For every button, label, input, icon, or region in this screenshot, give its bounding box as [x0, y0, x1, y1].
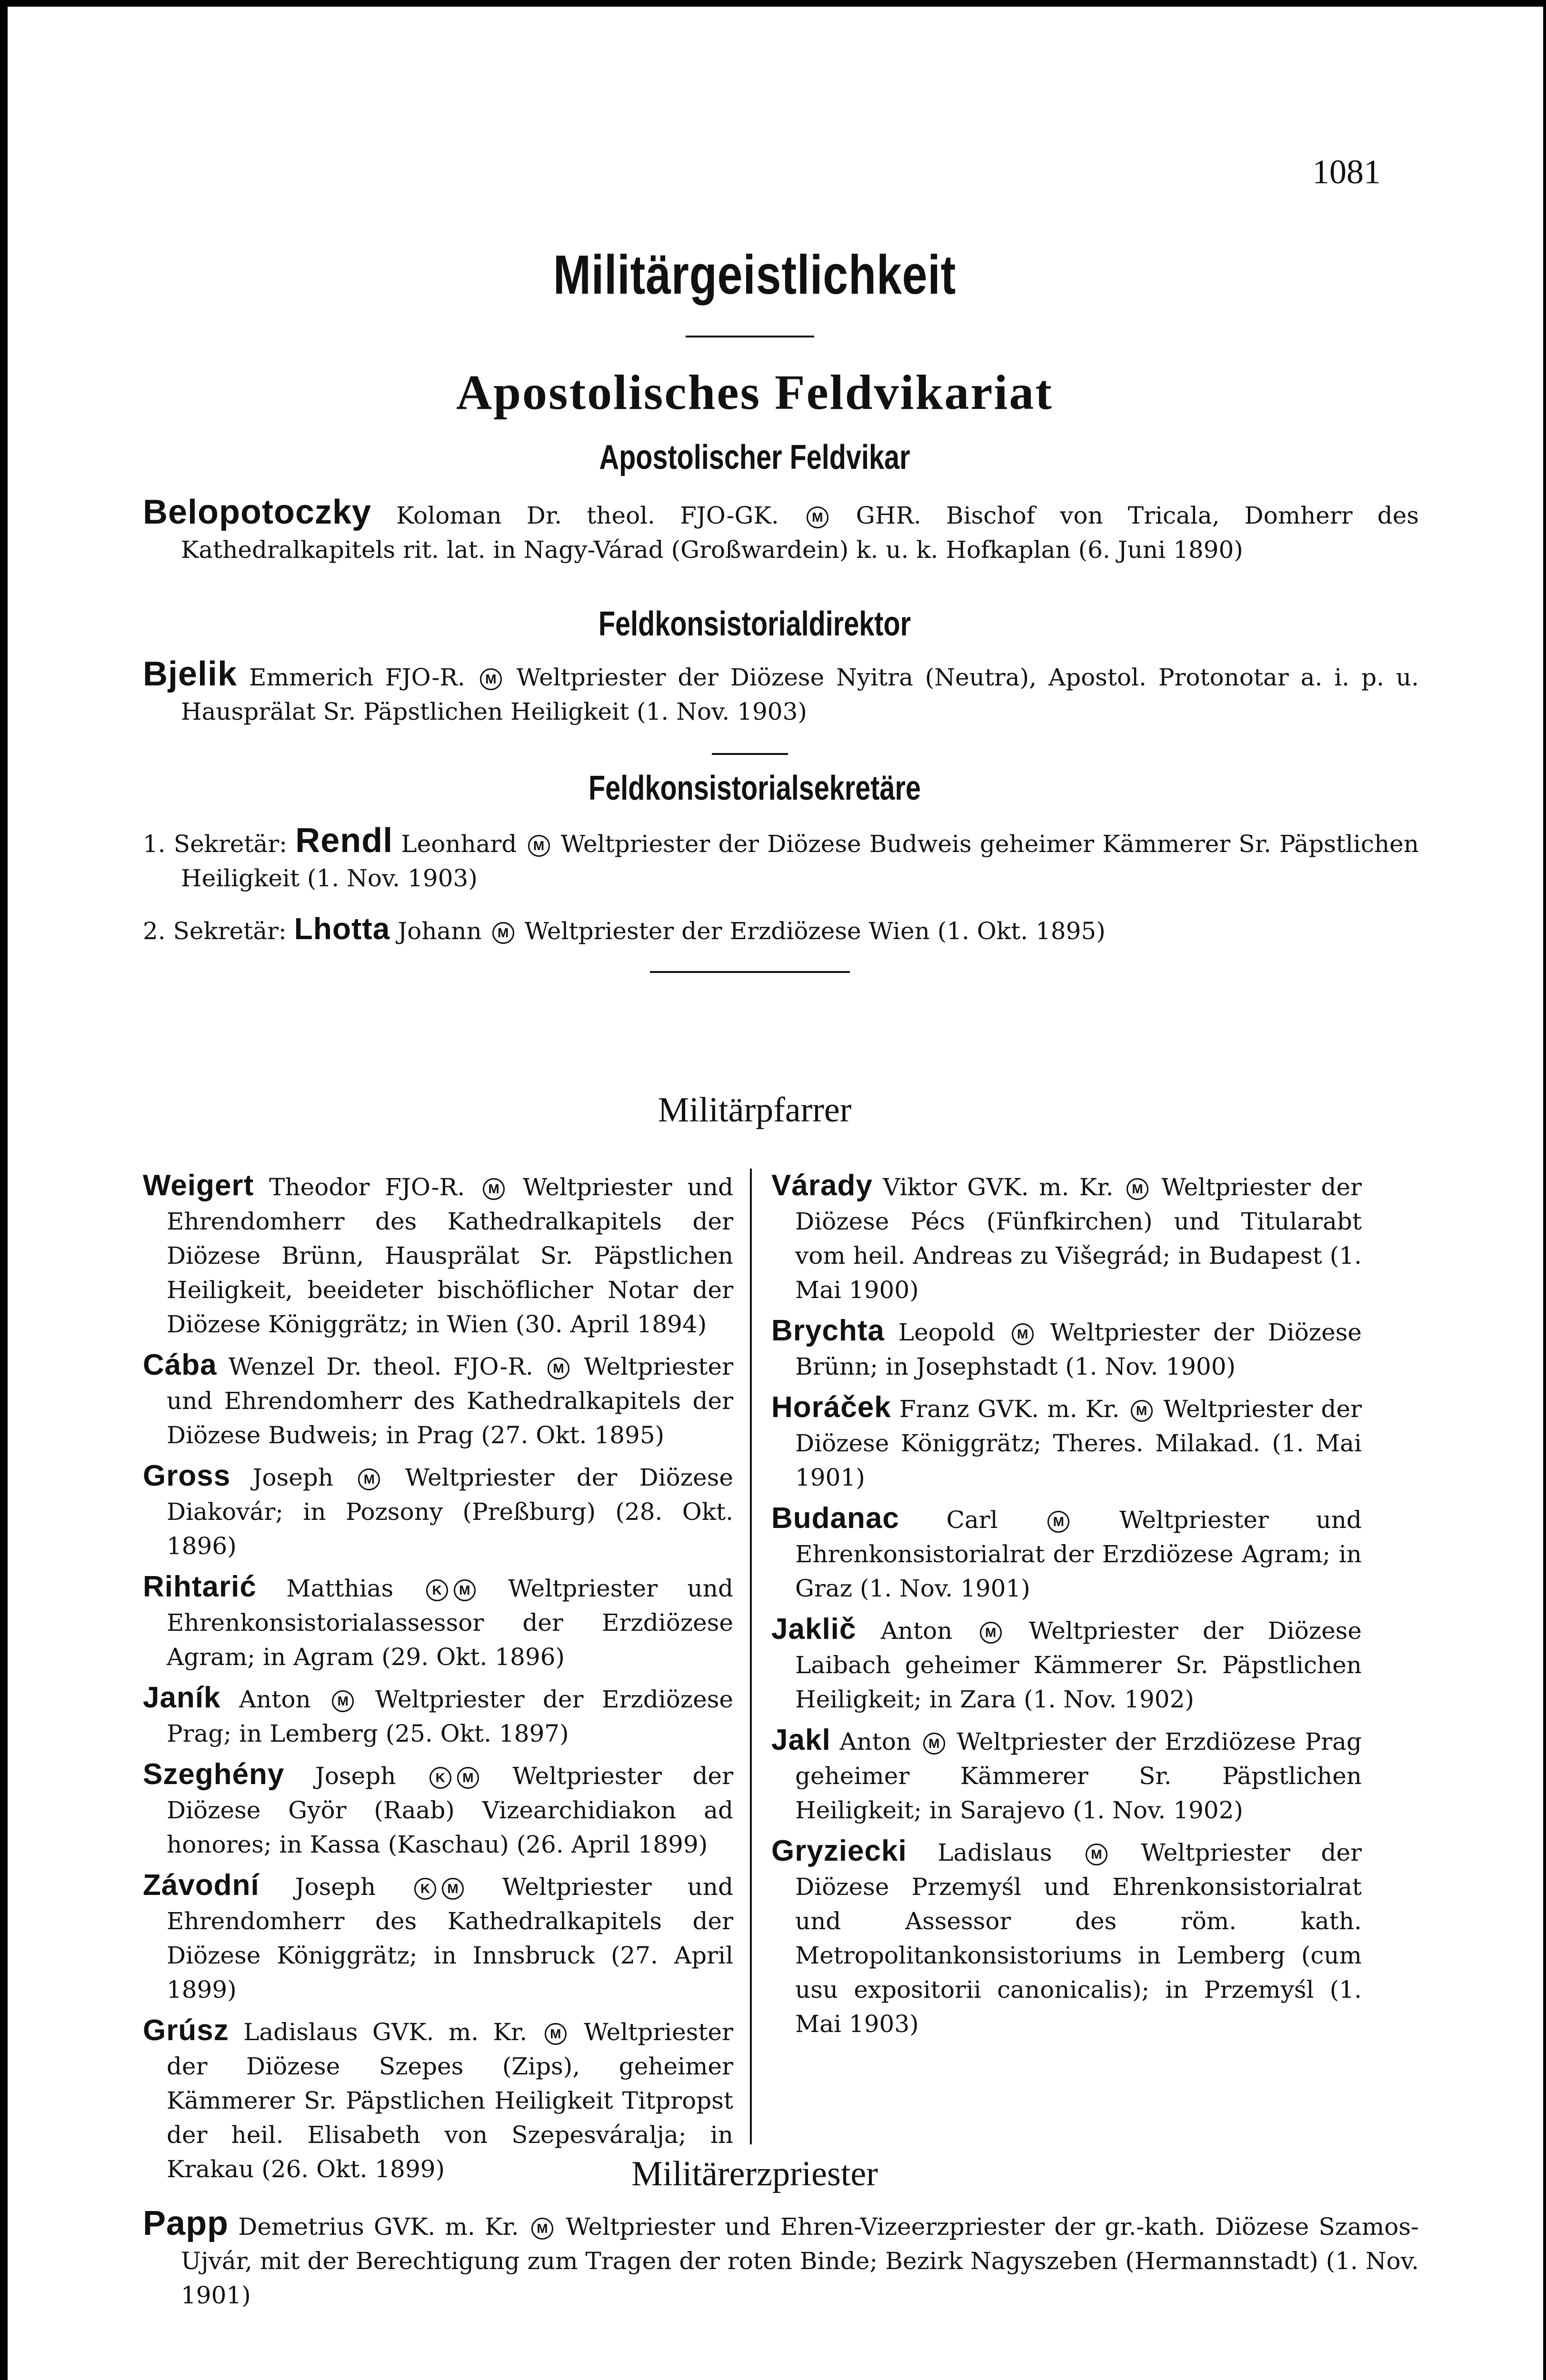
- entry-text: Weltpriester der Erzdiözese Prag geheimer Kämmerer Sr. Päpstlichen Heiligkeit; in Sarajevo (1. Nov. 1902): [795, 1728, 1362, 1824]
- entry-text: Weltpriester der Diözese Budweis geheimer Kämmerer Sr. Päpstlichen Heiligkeit (1. Nov. 1903): [181, 830, 1419, 892]
- military-mark-icon: M: [1047, 1511, 1069, 1533]
- entry-name: Horáček: [771, 1391, 891, 1424]
- section-divider: [712, 753, 788, 755]
- entry-pre: Viktor GVK. m. Kr.: [883, 1173, 1114, 1201]
- entry-name: Szeghény: [143, 1758, 285, 1791]
- entry-label: 2. Sekretär:: [143, 917, 287, 945]
- entry-text: Weltpriester der Diözese Laibach geheimer Kämmerer Sr. Päpstlichen Heiligkeit; in Zara (1. Nov. 1902): [795, 1617, 1362, 1713]
- page-number: 1081: [1312, 153, 1381, 191]
- entry-name: Cába: [143, 1349, 217, 1381]
- entry-name: Rendl: [295, 822, 393, 860]
- entry-name: Budanac: [771, 1502, 899, 1535]
- entry-pre: Anton: [839, 1728, 912, 1755]
- military-mark-icon: M: [923, 1733, 945, 1755]
- entry-text: GHR. Bischof von Tricala, Domherr des Kathedralkapitels rit. lat. in Nagy-Várad (Großwardein) k. u. k. Hofkaplan (6. Juni 1890): [181, 502, 1419, 564]
- k-mark-icon: K: [429, 1767, 451, 1789]
- pfarrer-entry: [771, 1612, 1362, 1716]
- entry-pre: Ladislaus: [938, 1839, 1052, 1866]
- pfarrer-entry: [143, 1348, 733, 1452]
- section-heading-direktor: Feldkonsistorialdirektor: [598, 605, 911, 643]
- entry-pre: Anton: [239, 1686, 311, 1713]
- entry-sekretaer-1: [143, 823, 1419, 895]
- title-divider: [686, 336, 814, 337]
- military-mark-icon: M: [457, 1767, 479, 1789]
- entry-pre: Anton: [880, 1617, 953, 1645]
- military-mark-icon: M: [492, 922, 514, 944]
- entry-pre: Ladislaus GVK. m. Kr.: [243, 2018, 528, 2046]
- entry-text: Weltpriester der Diözese Diakovár; in Pozsony (Preßburg) (28. Okt. 1896): [167, 1464, 733, 1560]
- pfarrer-entry: [143, 1459, 733, 1563]
- military-mark-icon: M: [1127, 1178, 1148, 1200]
- entry-pre: Demetrius GVK. m. Kr.: [238, 2213, 519, 2241]
- entry-pre: Joseph: [315, 1762, 396, 1790]
- pfarrer-entry: [771, 1314, 1362, 1384]
- entry-pre: Leopold: [898, 1319, 995, 1346]
- section-divider: [650, 971, 850, 973]
- entry-name: Gross: [143, 1459, 231, 1492]
- entry-pre: Matthias: [286, 1575, 394, 1602]
- entry-text: Weltpriester und Ehrendomherr des Kathedralkapitels der Diözese Brünn, Hausprälat Sr. Päpstlichen Heiligkeit, beeideter bischöflicher Notar der Diözese Königgrätz; in Wien (30. April 1894): [167, 1173, 733, 1338]
- entry-text: Weltpriester der Diözese Przemyśl und Ehrenkonsistorialrat und Assessor des röm. kath. Metropolitankonsistoriums in Lemberg (cum usu expositorii canonicalis); in Przemyśl (1. Mai 1903): [795, 1839, 1362, 2038]
- entry-pre: Koloman Dr. theol. FJO-GK.: [396, 502, 779, 529]
- section-heading-sekretaere: Feldkonsistorialsekretäre: [588, 769, 921, 807]
- entry-name: Janík: [143, 1681, 221, 1714]
- military-mark-icon: M: [980, 1622, 1002, 1644]
- entry-text: Weltpriester der Diözese Szepes (Zips), geheimer Kämmerer Sr. Päpstlichen Heiligkeit Titpropst der heil. Elisabeth von Szepesváralja; in Krakau (26. Okt. 1899): [167, 2018, 733, 2183]
- entry-pre: Leonhard: [401, 830, 517, 858]
- entry-pre: Johann: [398, 917, 482, 945]
- entry-pre: Joseph: [252, 1464, 334, 1491]
- pfarrer-entry: [143, 1169, 733, 1341]
- pfarrer-column-left: [143, 1169, 733, 2193]
- document-page: [129, 124, 1419, 2361]
- entry-pre: Wenzel Dr. theol. FJO-R.: [228, 1353, 533, 1380]
- section-heading-erzpriester: Militärerzpriester: [631, 2154, 878, 2193]
- pfarrer-entry: [771, 1390, 1362, 1495]
- entry-sekretaer-2: [143, 912, 1381, 948]
- pfarrer-entry: [771, 1169, 1362, 1307]
- pfarrer-entry: [143, 1757, 733, 1862]
- entry-name: Rihtarić: [143, 1570, 257, 1603]
- entry-text: Weltpriester der Diözese Györ (Raab) Vizearchidiakon ad honores; in Kassa (Kaschau) (26. April 1899): [167, 1762, 733, 1858]
- entry-pre: Joseph: [295, 1873, 376, 1901]
- entry-text: Weltpriester der Diözese Königgrätz; Theres. Milakad. (1. Mai 1901): [795, 1395, 1362, 1491]
- entry-name: Bjelik: [143, 655, 238, 693]
- entry-pre: Theodor FJO-R.: [269, 1173, 465, 1201]
- page-title: Militärgeistlichkeit: [553, 244, 957, 306]
- entry-text: Weltpriester der Erzdiözese Wien (1. Okt. 1895): [524, 917, 1106, 945]
- scan-border-top: [0, 0, 1546, 7]
- entry-name: Papp: [143, 2204, 229, 2242]
- pfarrer-entry: [143, 1681, 733, 1751]
- page-subtitle: Apostolisches Feldvikariat: [456, 365, 1053, 420]
- entry-text: Weltpriester der Diözese Brünn; in Josephstadt (1. Nov. 1900): [795, 1319, 1362, 1380]
- entry-name: Belopotoczky: [143, 493, 372, 531]
- entry-pre: Emmerich FJO-R.: [249, 664, 465, 691]
- entry-name: Várady: [771, 1169, 873, 1202]
- pfarrer-entry: [143, 1868, 733, 2007]
- entry-text: Weltpriester der Diözese Pécs (Fünfkirchen) und Titularabt vom heil. Andreas zu Višegrád; in Budapest (1. Mai 1900): [795, 1173, 1362, 1304]
- military-mark-icon: M: [480, 668, 502, 690]
- military-mark-icon: M: [545, 2023, 567, 2045]
- entry-text: Weltpriester und Ehrendomherr des Kathedralkapitels der Diözese Budweis; in Prag (27. Okt. 1895): [167, 1353, 733, 1449]
- section-heading-vikar: Apostolischer Feldvikar: [599, 438, 910, 476]
- k-mark-icon: K: [414, 1878, 436, 1900]
- entry-name: Závodní: [143, 1869, 259, 1902]
- military-mark-icon: M: [454, 1579, 476, 1601]
- military-mark-icon: M: [483, 1178, 505, 1200]
- pfarrer-entry: [771, 1501, 1362, 1606]
- scan-border-right: [1543, 0, 1546, 2380]
- entry-pre: Carl: [946, 1506, 998, 1534]
- pfarrer-column-right: [771, 1169, 1362, 2048]
- entry-direktor: [143, 657, 1419, 729]
- military-mark-icon: M: [442, 1878, 464, 1900]
- military-mark-icon: M: [1012, 1323, 1034, 1345]
- entry-name: Weigert: [143, 1169, 254, 1202]
- military-mark-icon: M: [1086, 1844, 1107, 1865]
- entry-name: Grúsz: [143, 2014, 229, 2047]
- military-mark-icon: M: [807, 506, 828, 528]
- entry-text: Weltpriester und Ehrenkonsistorialrat der Erzdiözese Agram; in Graz (1. Nov. 1901): [795, 1506, 1362, 1602]
- military-mark-icon: M: [332, 1690, 354, 1712]
- entry-pre: Franz GVK. m. Kr.: [899, 1395, 1120, 1423]
- pfarrer-entry: [143, 1570, 733, 1674]
- entry-label: 1. Sekretär:: [143, 830, 288, 858]
- entry-name: Lhotta: [294, 912, 390, 946]
- military-mark-icon: M: [528, 835, 550, 857]
- entry-text: Weltpriester der Diözese Nyitra (Neutra), Apostol. Protonotar a. i. p. u. Hausprälat Sr. Päpstlichen Heiligkeit (1. Nov. 1903): [181, 664, 1419, 725]
- entry-name: Brychta: [771, 1314, 885, 1347]
- scan-border-left: [0, 0, 8, 2380]
- entry-erzpriester: [143, 2206, 1419, 2312]
- entry-text: Weltpriester und Ehrendomherr des Kathedralkapitels der Diözese Königgrätz; in Innsbruck (27. April 1899): [167, 1873, 733, 2003]
- military-mark-icon: M: [1131, 1400, 1153, 1422]
- military-mark-icon: M: [358, 1468, 380, 1490]
- entry-text: Weltpriester der Erzdiözese Prag; in Lemberg (25. Okt. 1897): [167, 1686, 733, 1747]
- entry-vikar: [143, 495, 1419, 567]
- pfarrer-entry: [771, 1834, 1362, 2041]
- pfarrer-entry: [771, 1723, 1362, 1827]
- column-divider: [750, 1169, 752, 2144]
- entry-name: Jaklič: [771, 1613, 857, 1646]
- entry-text: Weltpriester und Ehrenkonsistorialassessor der Erzdiözese Agram; in Agram (29. Okt. 1896): [167, 1575, 733, 1671]
- section-heading-pfarrer: Militärpfarrer: [658, 1091, 852, 1130]
- military-mark-icon: M: [531, 2218, 553, 2240]
- k-mark-icon: K: [426, 1579, 448, 1601]
- military-mark-icon: M: [548, 1358, 569, 1379]
- entry-name: Jakl: [771, 1724, 831, 1756]
- entry-text: Weltpriester und Ehren-Vizeerzpriester der gr.-kath. Diözese Szamos-Ujvár, mit der Berechtigung zum Tragen der roten Binde; Bezirk Nagyszeben (Hermannstadt) (1. Nov. 1901): [181, 2213, 1419, 2309]
- entry-name: Gryziecki: [771, 1835, 907, 1867]
